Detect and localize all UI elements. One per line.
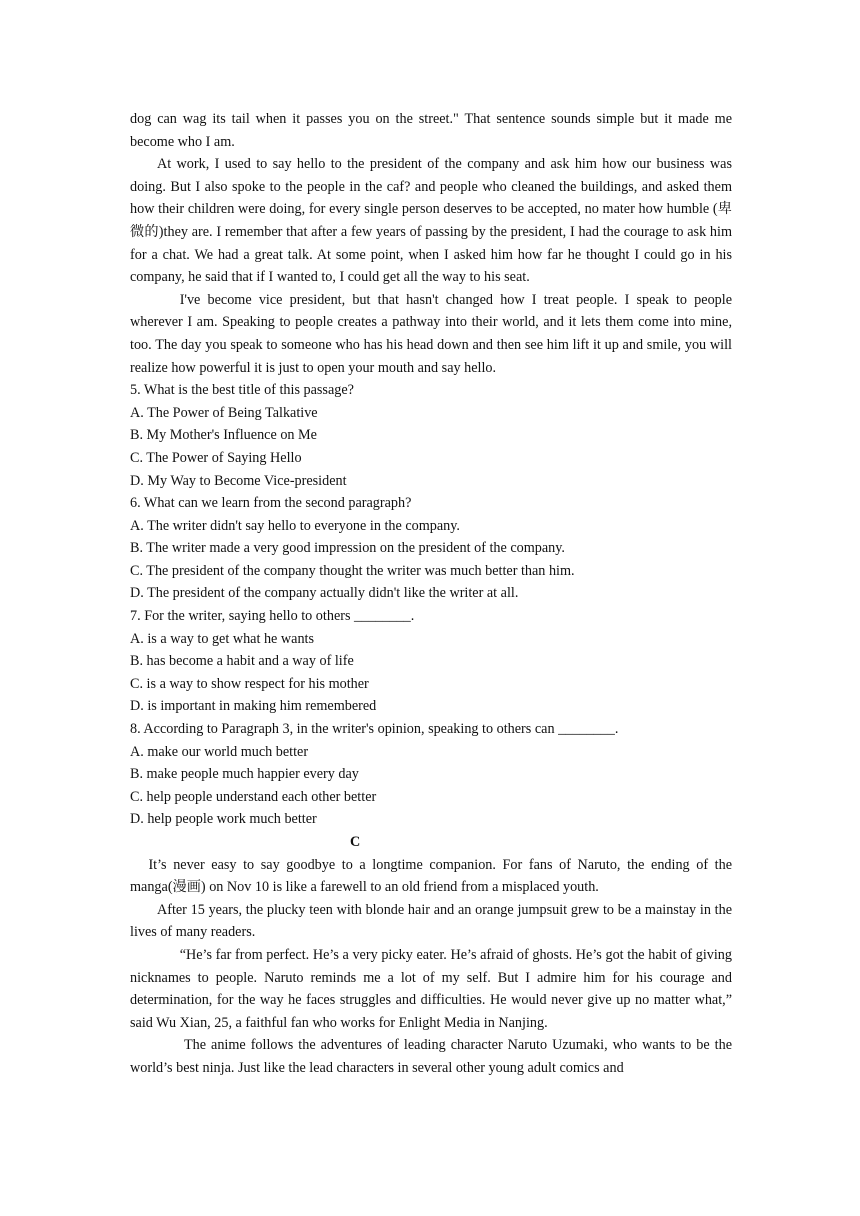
option-c: C. The Power of Saying Hello <box>130 449 302 466</box>
question-stem: 5. What is the best title of this passage? <box>130 382 354 399</box>
option-c: C. The president of the company thought the writer was much better than him. <box>130 562 575 579</box>
passage-c-title: C <box>350 834 361 850</box>
option-c: C. is a way to show respect for his mother <box>130 675 369 692</box>
question-stem: 6. What can we learn from the second paragraph? <box>130 495 412 512</box>
passage-c-paragraph-2: After 15 years, the plucky teen with blonde hair and an orange jumpsuit grew to be a mainstay in the lives of many readers. <box>130 901 732 941</box>
option-c: C. help people understand each other better <box>130 788 377 805</box>
option-a: A. make our world much better <box>130 743 309 760</box>
question-stem: 8. According to Paragraph 3, in the writer's opinion, speaking to others can ________. <box>130 721 619 738</box>
option-a: A. The writer didn't say hello to everyone in the company. <box>130 517 460 534</box>
passage-c-paragraph-3: “He’s far from perfect. He’s a very picky eater. He’s afraid of ghosts. He’s got the habit of giving nicknames to people. Naruto reminds me a lot of my self. But I admire him for his courage and determination, for the way he faces struggles and difficulties. He would never give up no matter what,” said Wu Xian, 25, a faithful fan who works for Enlight Media in Nanjing. <box>130 946 732 1031</box>
passage-b-paragraph-continued: dog can wag its tail when it passes you on the street." That sentence sounds simple but it made me become who I am. <box>130 111 732 150</box>
passage-c-paragraph-4: The anime follows the adventures of leading character Naruto Uzumaki, who wants to be the world’s best ninja. Just like the lead characters in several other young adult comics and <box>130 1037 732 1076</box>
question-7 <box>130 605 732 718</box>
passage-c-paragraph-1: It’s never easy to say goodbye to a longtime companion. For fans of Naruto, the ending of the manga(漫画) on Nov 10 is like a farewell to an old friend from a misplaced youth. <box>130 856 732 896</box>
option-b: B. has become a habit and a way of life <box>130 653 354 670</box>
option-d: D. is important in making him remembered <box>130 698 377 715</box>
option-d: D. The president of the company actually didn't like the writer at all. <box>130 585 519 602</box>
passage-b-paragraph-3: I've become vice president, but that hasn't changed how I treat people. I speak to people wherever I am. Speaking to people creates a pathway into their world, and it lets them come into mine, too. The day you speak to someone who has his head down and then see him lift it up and smile, you will realize how powerful it is just to open your mouth and say hello. <box>130 291 732 376</box>
document-page <box>130 108 732 1080</box>
question-stem: 7. For the writer, saying hello to others ________. <box>130 608 415 625</box>
option-d: D. help people work much better <box>130 811 317 828</box>
question-6 <box>130 492 732 605</box>
option-a: A. is a way to get what he wants <box>130 630 315 647</box>
passage-b-paragraph-2: At work, I used to say hello to the president of the company and ask him how our business was doing. But I also spoke to the people in the caf? and people who cleaned the buildings, and asked them how their children were doing, for every single person deserves to be accepted, no mater how humble (卑微的)they are. I remember that after a few years of passing by the president, I had the courage to ask him for a chat. We had a great talk. At some point, when I asked him how far he thought I could go in his company, he said that if I wanted to, I could get all the way to his seat. <box>130 156 732 286</box>
option-a: A. The Power of Being Talkative <box>130 404 318 421</box>
option-b: B. The writer made a very good impression on the president of the company. <box>130 540 565 557</box>
option-b: B. make people much happier every day <box>130 766 359 783</box>
option-d: D. My Way to Become Vice-president <box>130 472 347 489</box>
question-8 <box>130 718 732 831</box>
question-5 <box>130 379 732 492</box>
option-b: B. My Mother's Influence on Me <box>130 427 317 444</box>
